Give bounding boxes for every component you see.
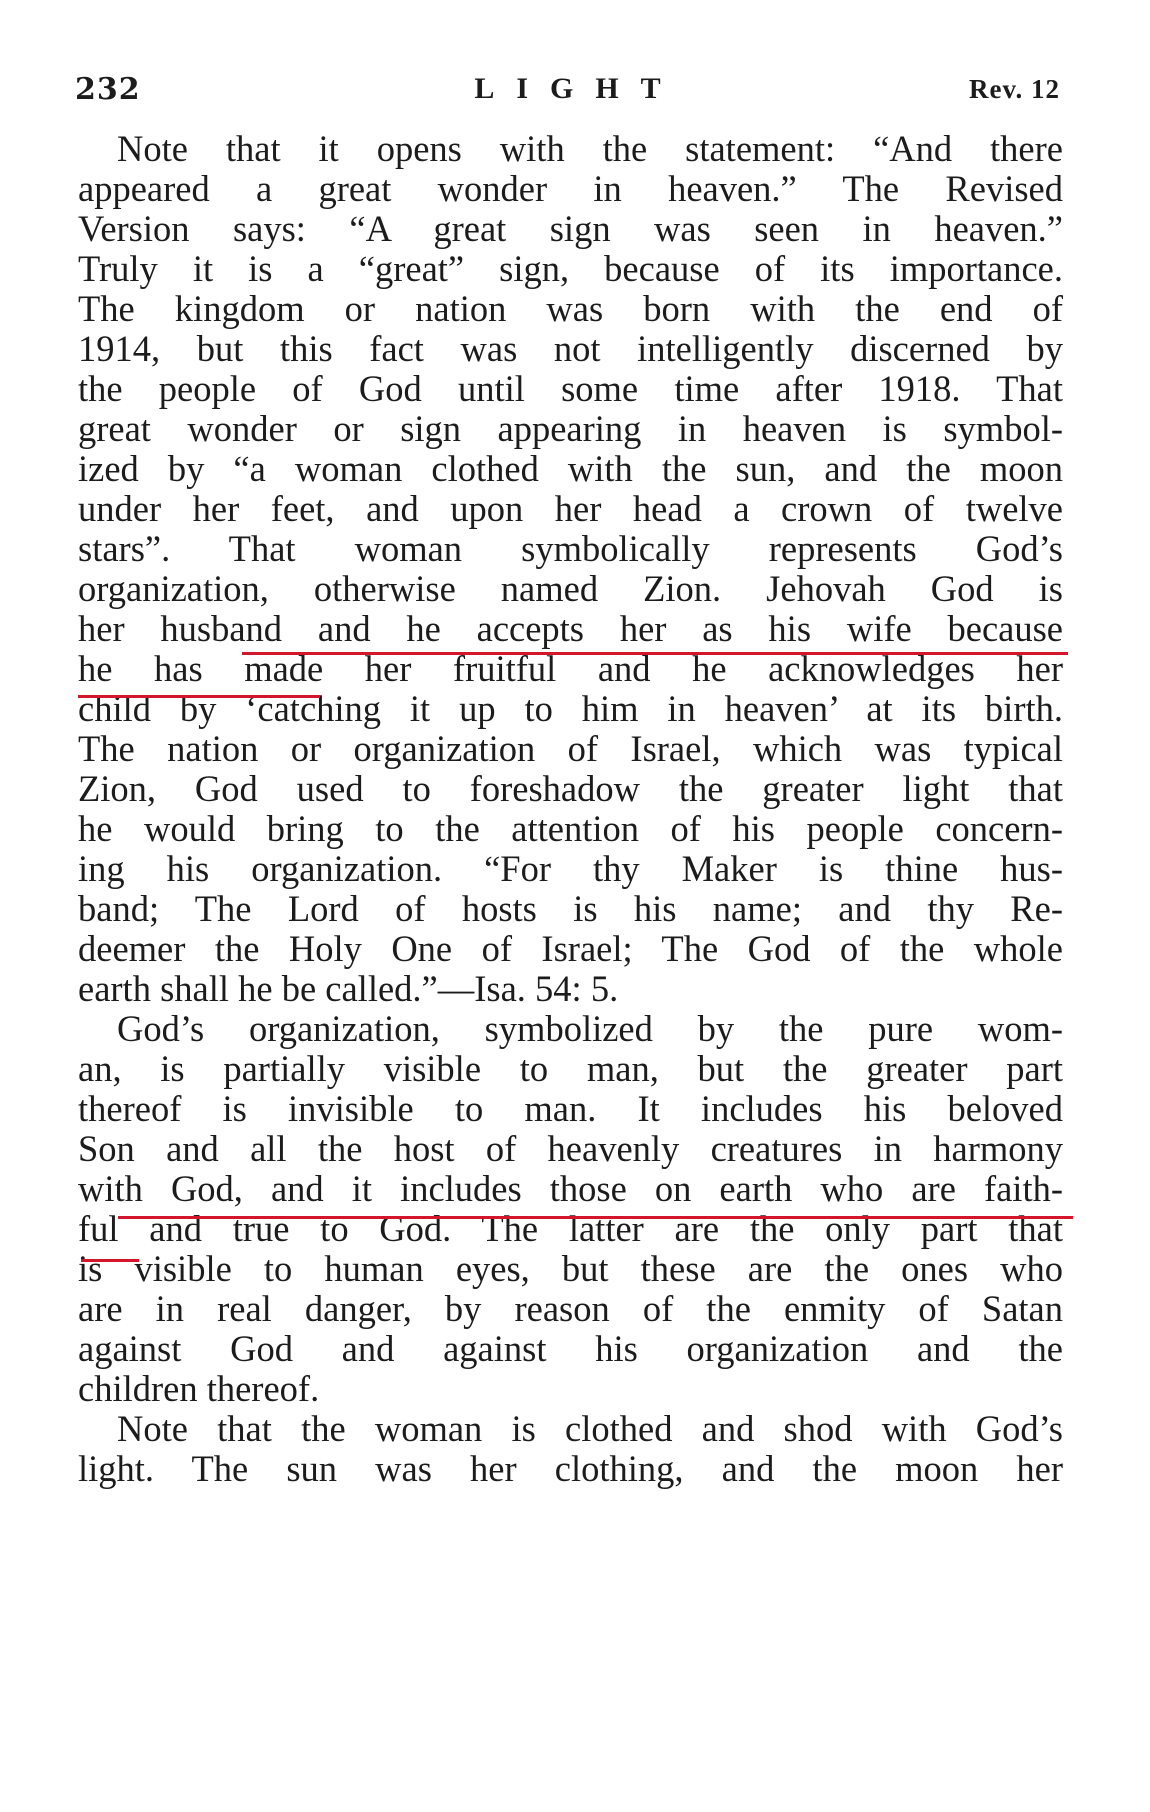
text-line: appeared a great wonder in heaven.” The Revised [78, 168, 1063, 209]
text-line: is visible to human eyes, but these are the ones who [78, 1248, 1063, 1289]
text-line: Note that it opens with the statement: “And there [117, 128, 1063, 169]
text-line: children thereof. [78, 1368, 320, 1409]
text-line: ful and true to God. The latter are the only part that [78, 1208, 1063, 1249]
text-line: ing his organization. “For thy Maker is thine hus- [78, 848, 1063, 889]
text-line: he has made her fruitful and he acknowledges her [78, 648, 1063, 689]
text-line: Son and all the host of heavenly creatures in harmony [78, 1128, 1063, 1169]
red-underline [118, 1216, 1073, 1219]
text-line: the people of God until some time after 1918. That [78, 368, 1063, 409]
text-line: ized by “a woman clothed with the sun, and the moon [78, 448, 1063, 489]
text-line: Version says: “A great sign was seen in heaven.” [78, 208, 1063, 249]
text-line: God’s organization, symbolized by the pure wom- [117, 1008, 1063, 1049]
text-line: light. The sun was her clothing, and the moon her [78, 1448, 1063, 1489]
red-underline [81, 1259, 139, 1262]
text-line: Note that the woman is clothed and shod with God’s [117, 1408, 1063, 1449]
text-line: child by ‘catching it up to him in heaven’ at its birth. [78, 688, 1063, 729]
text-line: are in real danger, by reason of the enmity of Satan [78, 1288, 1063, 1329]
page-header [75, 72, 1060, 116]
text-line: The nation or organization of Israel, which was typical [78, 728, 1063, 769]
text-line: organization, otherwise named Zion. Jehovah God is [78, 568, 1063, 609]
page-number: 232 [75, 72, 141, 107]
text-line: with God, and it includes those on earth who are faith- [78, 1168, 1063, 1209]
chapter-reference: Rev. 12 [969, 74, 1060, 104]
text-line: 1914, but this fact was not intelligently discerned by [78, 328, 1063, 369]
text-line: deemer the Holy One of Israel; The God of the whole [78, 928, 1063, 969]
red-underline [242, 652, 1068, 655]
text-line: Zion, God used to foreshadow the greater light that [78, 768, 1063, 809]
red-underline [78, 695, 320, 698]
text-line: against God and against his organization and the [78, 1328, 1063, 1369]
text-line: Truly it is a “great” sign, because of its importance. [78, 248, 1063, 289]
text-line: thereof is invisible to man. It includes his beloved [78, 1088, 1063, 1129]
text-line: The kingdom or nation was born with the end of [78, 288, 1063, 329]
text-line: an, is partially visible to man, but the greater part [78, 1048, 1063, 1089]
text-line: great wonder or sign appearing in heaven is symbol- [78, 408, 1063, 449]
text-line: earth shall he be called.”—Isa. 54: 5. [78, 968, 619, 1009]
text-line: band; The Lord of hosts is his name; and thy Re- [78, 888, 1063, 929]
text-line: under her feet, and upon her head a crown of twelve [78, 488, 1063, 529]
running-title: LIGHT [474, 72, 683, 105]
text-line: he would bring to the attention of his people concern- [78, 808, 1063, 849]
text-line: stars”. That woman symbolically represents God’s [78, 528, 1063, 569]
text-line: her husband and he accepts her as his wife because [78, 608, 1063, 649]
